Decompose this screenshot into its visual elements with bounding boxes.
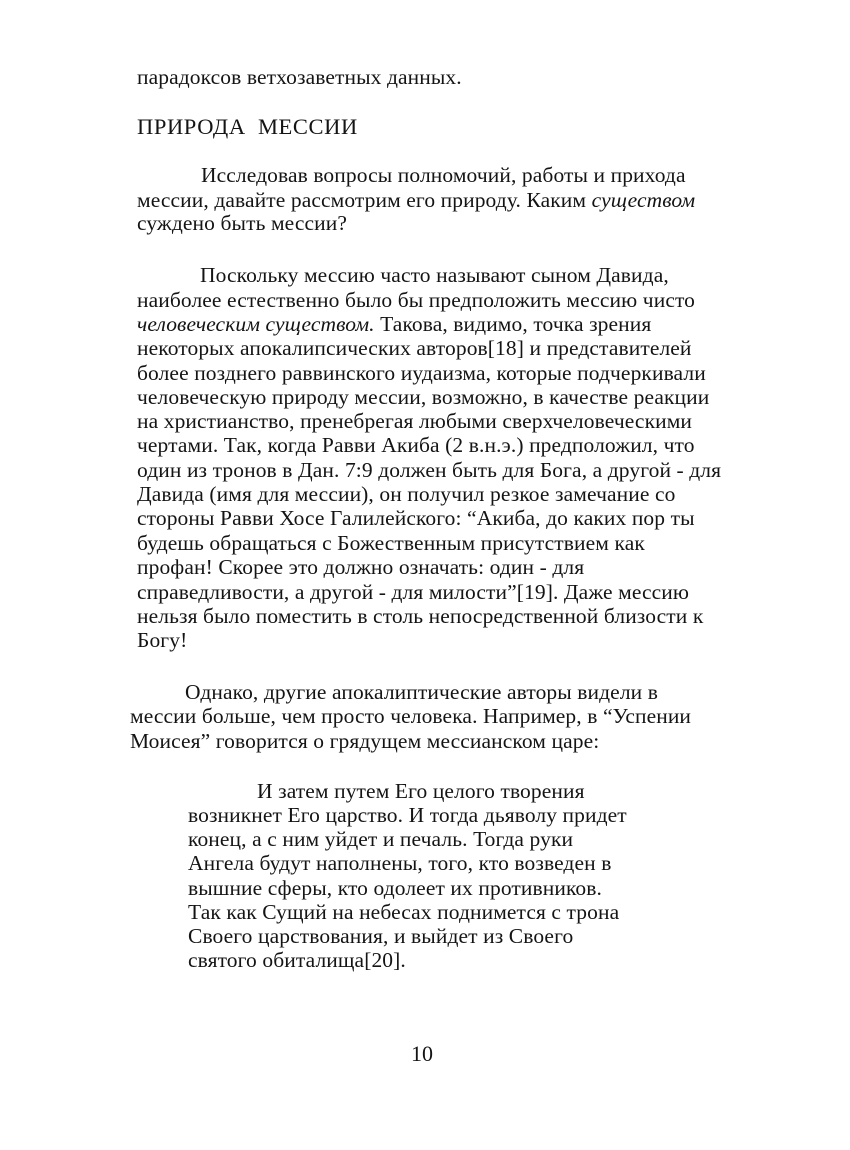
quote-line: святого обиталища[20]. (188, 948, 406, 972)
text-run: Такова, видимо, точка зрения (374, 312, 652, 336)
paragraph-line: Богу! (137, 628, 188, 652)
paragraph-line: суждено быть мессии? (137, 211, 347, 235)
paragraph-line: некоторых апокалипсических авторов[18] и представителей (137, 336, 692, 360)
quote-line: Ангела будут наполнены, того, кто возведен в (188, 851, 612, 875)
paragraph-line: профан! Скорее это должно означать: один - для (137, 555, 585, 579)
paragraph-line: нельзя было поместить в столь непосредственной близости к (137, 604, 704, 628)
quote-line: возникнет Его царство. И тогда дьяволу придет (188, 803, 627, 827)
emphasis-text: человеческим существом. (137, 312, 375, 336)
quote-line: Так как Сущий на небесах поднимется с трона (188, 900, 620, 924)
section-heading: ПРИРОДА МЕССИИ (137, 114, 358, 139)
paragraph-line (137, 312, 651, 336)
paragraph-line: более позднего раввинского иудаизма, которые подчеркивали (137, 361, 706, 385)
emphasis-text: существом (591, 188, 696, 212)
quote-line: конец, а с ним уйдет и печаль. Тогда руки (188, 827, 574, 851)
paragraph-line: Давида (имя для мессии), он получил резкое замечание со (137, 482, 676, 506)
paragraph-line: на христианство, пренебрегая любыми сверхчеловеческими (137, 409, 693, 433)
top-line: парадоксов ветхозаветных данных. (137, 65, 462, 89)
paragraph-line: стороны Равви Хосе Галилейского: “Акиба, до каких пор ты (137, 506, 695, 530)
paragraph-line: Однако, другие апокалиптические авторы видели в (185, 680, 658, 704)
paragraph-line: будешь обращаться с Божественным присутствием как (137, 531, 645, 555)
paragraph-line: один из тронов в Дан. 7:9 должен быть для Бога, а другой - для (137, 458, 722, 482)
paragraph-line: Исследовав вопросы полномочий, работы и прихода (201, 163, 686, 187)
paragraph-line: мессии больше, чем просто человека. Например, в “Успении (130, 704, 692, 728)
page-number: 10 (411, 1041, 433, 1066)
quote-line: Своего царствования, и выйдет из Своего (188, 924, 574, 948)
quote-line: И затем путем Его целого творения (257, 779, 585, 803)
paragraph-line: чертами. Так, когда Равви Акиба (2 в.н.э.) предположил, что (137, 433, 695, 457)
paragraph-line: человеческую природу мессии, возможно, в качестве реакции (137, 385, 710, 409)
paragraph-line (137, 188, 695, 212)
paragraph-line: справедливости, а другой - для милости”[19]. Даже мессию (137, 580, 690, 604)
paragraph-line: Поскольку мессию часто называют сыном Давида, (200, 263, 669, 287)
quote-line: вышние сферы, кто одолеет их противников. (188, 876, 602, 900)
paragraph-line: Моисея” говорится о грядущем мессианском царе: (130, 729, 600, 753)
text-run: мессии, давайте рассмотрим его природу. Каким (137, 188, 592, 212)
paragraph-line: наиболее естественно было бы предположить мессию чисто (137, 288, 696, 312)
